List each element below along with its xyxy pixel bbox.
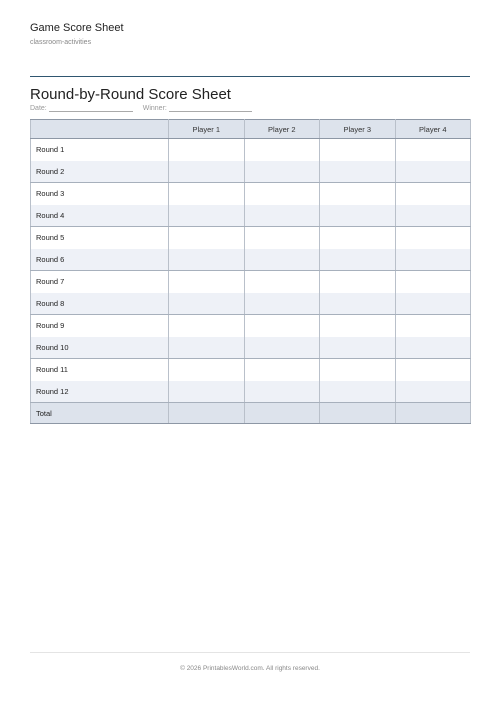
- score-cell[interactable]: [320, 337, 396, 359]
- score-cell[interactable]: [320, 315, 396, 337]
- score-cell[interactable]: [169, 227, 245, 249]
- score-cell[interactable]: [320, 227, 396, 249]
- sheet-meta: [30, 104, 252, 112]
- date-blank-line: [49, 104, 133, 112]
- round-label: Round 7: [31, 271, 169, 293]
- table-row: [31, 359, 471, 381]
- round-label: Round 2: [31, 161, 169, 183]
- score-cell[interactable]: [169, 381, 245, 403]
- score-cell[interactable]: [320, 249, 396, 271]
- page-header: [30, 22, 124, 46]
- round-label: Round 4: [31, 205, 169, 227]
- header-divider: [30, 76, 470, 77]
- total-cell: [244, 403, 320, 424]
- score-cell[interactable]: [244, 249, 320, 271]
- score-cell[interactable]: [244, 315, 320, 337]
- score-cell[interactable]: [169, 205, 245, 227]
- score-cell[interactable]: [169, 359, 245, 381]
- total-label: Total: [31, 403, 169, 424]
- page-title: Game Score Sheet: [30, 22, 124, 34]
- table-row: [31, 381, 471, 403]
- score-cell[interactable]: [395, 293, 471, 315]
- score-cell[interactable]: [395, 161, 471, 183]
- score-cell[interactable]: [320, 183, 396, 205]
- winner-label: Winner:: [142, 105, 167, 112]
- score-cell[interactable]: [395, 227, 471, 249]
- score-cell[interactable]: [169, 315, 245, 337]
- score-cell[interactable]: [395, 337, 471, 359]
- score-cell[interactable]: [169, 183, 245, 205]
- round-label: Round 8: [31, 293, 169, 315]
- score-cell[interactable]: [244, 161, 320, 183]
- score-cell[interactable]: [169, 337, 245, 359]
- table-row: [31, 249, 471, 271]
- round-label: Round 12: [31, 381, 169, 403]
- score-cell[interactable]: [244, 183, 320, 205]
- score-cell[interactable]: [169, 249, 245, 271]
- round-label: Round 9: [31, 315, 169, 337]
- table-row: [31, 139, 471, 161]
- total-row: [31, 403, 471, 424]
- table-header-row: [31, 120, 471, 139]
- round-label: Round 10: [31, 337, 169, 359]
- score-cell[interactable]: [244, 337, 320, 359]
- score-cell[interactable]: [244, 227, 320, 249]
- table-row: [31, 337, 471, 359]
- table-row: [31, 183, 471, 205]
- score-cell[interactable]: [395, 381, 471, 403]
- round-label: Round 1: [31, 139, 169, 161]
- score-table: [30, 119, 471, 424]
- table-row: [31, 315, 471, 337]
- score-cell[interactable]: [395, 359, 471, 381]
- round-label: Round 6: [31, 249, 169, 271]
- score-cell[interactable]: [320, 271, 396, 293]
- column-header-player-4: Player 4: [395, 120, 471, 139]
- score-cell[interactable]: [320, 139, 396, 161]
- page-category: classroom-activities: [30, 39, 92, 46]
- table-row: [31, 205, 471, 227]
- table-row: [31, 293, 471, 315]
- score-cell[interactable]: [244, 381, 320, 403]
- score-cell[interactable]: [395, 249, 471, 271]
- column-header-player-1: Player 1: [169, 120, 245, 139]
- footer-divider: [30, 652, 470, 653]
- table-row: [31, 161, 471, 183]
- winner-blank-line: [169, 104, 252, 112]
- score-cell[interactable]: [320, 293, 396, 315]
- sheet-title: Round-by-Round Score Sheet: [30, 86, 231, 103]
- winner-field: [143, 104, 252, 112]
- total-cell: [320, 403, 396, 424]
- score-cell[interactable]: [244, 139, 320, 161]
- score-cell[interactable]: [169, 271, 245, 293]
- total-cell: [395, 403, 471, 424]
- date-field: [30, 104, 133, 112]
- round-label: Round 11: [31, 359, 169, 381]
- score-cell[interactable]: [244, 271, 320, 293]
- score-cell[interactable]: [320, 205, 396, 227]
- score-cell[interactable]: [320, 359, 396, 381]
- score-cell[interactable]: [244, 293, 320, 315]
- total-cell: [169, 403, 245, 424]
- score-cell[interactable]: [395, 139, 471, 161]
- column-header-player-3: Player 3: [320, 120, 396, 139]
- table-row: [31, 271, 471, 293]
- column-header-player-2: Player 2: [244, 120, 320, 139]
- round-label: Round 5: [31, 227, 169, 249]
- score-cell[interactable]: [169, 293, 245, 315]
- footer-copyright: © 2026 PrintablesWorld.com. All rights reserved.: [180, 665, 320, 672]
- score-cell[interactable]: [320, 381, 396, 403]
- table-row: [31, 227, 471, 249]
- score-cell[interactable]: [169, 139, 245, 161]
- score-cell[interactable]: [395, 271, 471, 293]
- score-cell[interactable]: [395, 205, 471, 227]
- score-cell[interactable]: [320, 161, 396, 183]
- round-label: Round 3: [31, 183, 169, 205]
- date-label: Date:: [30, 105, 47, 112]
- score-cell[interactable]: [395, 315, 471, 337]
- score-cell[interactable]: [244, 359, 320, 381]
- score-cell[interactable]: [395, 183, 471, 205]
- score-cell[interactable]: [169, 161, 245, 183]
- score-cell[interactable]: [244, 205, 320, 227]
- column-header-blank: [31, 120, 169, 139]
